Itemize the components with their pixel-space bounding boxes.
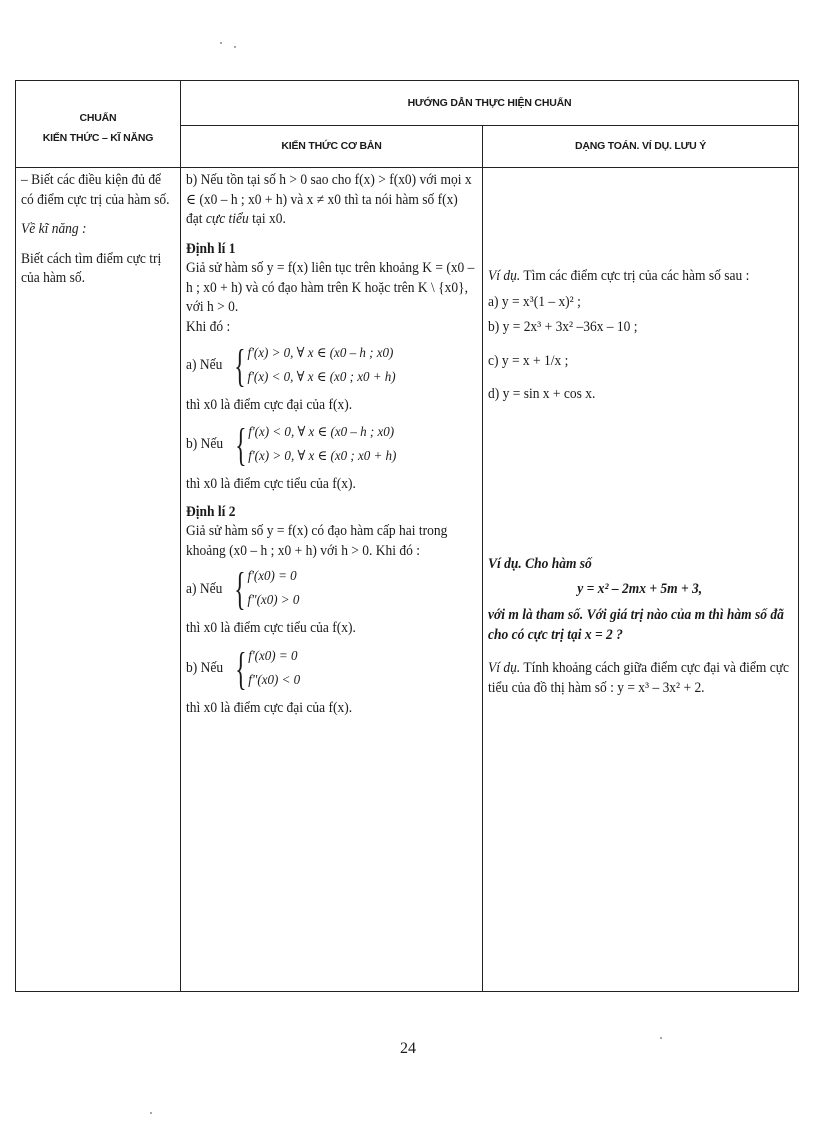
definition-b-end: tại x0. — [252, 211, 286, 228]
standard-text: – Biết các điều kiện đủ để có điểm cực trị của hàm số. — [21, 172, 170, 208]
case-b-line1: f'(x) < 0, ∀ x ∈ (x0 – h ; x0) — [248, 425, 395, 441]
case-c-line1: f'(x0) = 0 — [247, 569, 297, 585]
header-problem-types: DẠNG TOÁN. VÍ DỤ. LƯU Ý — [483, 126, 799, 168]
scan-speck — [234, 46, 236, 48]
case-b-label: b) Nếu — [186, 436, 224, 453]
header-basic-knowledge: KIẾN THỨC CƠ BẢN — [181, 126, 483, 168]
example-1-b: b) y = 2x³ + 3x² –36x – 10 ; — [488, 319, 638, 336]
theorem-1-khi-do: Khi đó : — [186, 318, 231, 335]
scan-speck — [220, 42, 222, 44]
examples-column — [483, 168, 799, 992]
definition-b-term: cực tiểu — [205, 211, 249, 228]
example-1-c: c) y = x + 1/x ; — [488, 352, 569, 369]
page-number: 24 — [400, 1040, 416, 1057]
theorem-2-title: Định lí 2 — [186, 503, 236, 520]
content-table — [15, 80, 799, 992]
brace-icon: { — [234, 339, 246, 391]
theorem-1-text: Giả sử hàm số y = f(x) liên tục trên khoảng K = (x0 – h ; x0 + h) và có đạo hàm trên K hoặc trên K \ {x0}, với h > 0. — [186, 260, 475, 316]
case-b-line2: f'(x) > 0, ∀ x ∈ (x0 ; x0 + h) — [248, 449, 397, 465]
definition-b-text: b) Nếu tồn tại số h > 0 sao cho f(x) > f(x0) với mọi x ∈ (x0 – h ; x0 + h) và x ≠ x0 thì ta nói hàm số f(x) đạt — [186, 172, 472, 228]
case-b-system — [186, 421, 476, 469]
case-d-system — [186, 642, 476, 694]
example-2-text: với m là tham số. Với giá trị nào của m thì hàm số đã cho có cực trị tại x = 2 ? — [488, 606, 784, 643]
case-c-line2: f"(x0) > 0 — [247, 593, 300, 609]
example-1-a: a) y = x³(1 – x)² ; — [488, 293, 581, 310]
case-a-label: a) Nếu — [186, 356, 223, 373]
case-d-conclusion: thì x0 là điểm cực đại của f(x). — [186, 699, 353, 716]
case-c-label: a) Nếu — [186, 580, 223, 597]
theorem-1-title: Định lí 1 — [186, 240, 236, 257]
header-standard-line1: CHUẨN — [79, 111, 117, 124]
case-d-line2: f"(x0) < 0 — [248, 672, 301, 688]
example-2-intro: Ví dụ. Cho hàm số — [488, 555, 592, 572]
case-c-system — [186, 565, 476, 613]
case-d-label: b) Nếu — [186, 660, 224, 677]
example-1-text: Tìm các điểm cực trị của các hàm số sau : — [523, 268, 750, 284]
case-c-conclusion: thì x0 là điểm cực tiểu của f(x). — [186, 620, 356, 637]
case-a-conclusion: thì x0 là điểm cực đại của f(x). — [186, 396, 353, 413]
skill-heading: Về kĩ năng : — [21, 221, 87, 238]
example-3-text: Tính khoảng cách giữa điểm cực đại và điểm cực tiểu của đồ thị hàm số : y = x³ – 3x² + 2. — [488, 660, 790, 696]
example-1-d: d) y = sin x + cos x. — [488, 386, 596, 403]
brace-icon: { — [234, 563, 246, 615]
case-d-line1: f'(x0) = 0 — [248, 648, 298, 664]
knowledge-column — [181, 168, 483, 992]
scan-speck — [660, 1037, 662, 1039]
scan-speck — [150, 1112, 152, 1114]
case-a-line2: f'(x) < 0, ∀ x ∈ (x0 ; x0 + h) — [247, 369, 396, 385]
skill-text: Biết cách tìm điểm cực trị của hàm số. — [21, 250, 162, 287]
case-a-line1: f'(x) > 0, ∀ x ∈ (x0 – h ; x0) — [247, 345, 394, 361]
brace-icon: { — [235, 419, 247, 471]
header-standard-line2: KIẾN THỨC – KĨ NĂNG — [42, 131, 154, 144]
header-guide: HƯỚNG DẪN THỰC HIỆN CHUẨN — [181, 81, 799, 126]
header-standard-cell — [16, 81, 181, 168]
standard-column — [16, 168, 181, 992]
case-b-conclusion: thì x0 là điểm cực tiểu của f(x). — [186, 476, 356, 493]
example-1 — [488, 267, 791, 287]
definition-b — [186, 171, 476, 230]
example-3-label: Ví dụ. — [488, 660, 521, 677]
case-a-system — [186, 339, 476, 391]
example-2-formula: y = x² – 2mx + 5m + 3, — [577, 581, 703, 598]
brace-icon: { — [235, 642, 247, 694]
example-3 — [488, 659, 791, 698]
example-1-label: Ví dụ. — [488, 268, 521, 284]
theorem-2-text: Giả sử hàm số y = f(x) có đạo hàm cấp hai trong khoảng (x0 – h ; x0 + h) với h > 0. Khi đó : — [186, 523, 448, 559]
